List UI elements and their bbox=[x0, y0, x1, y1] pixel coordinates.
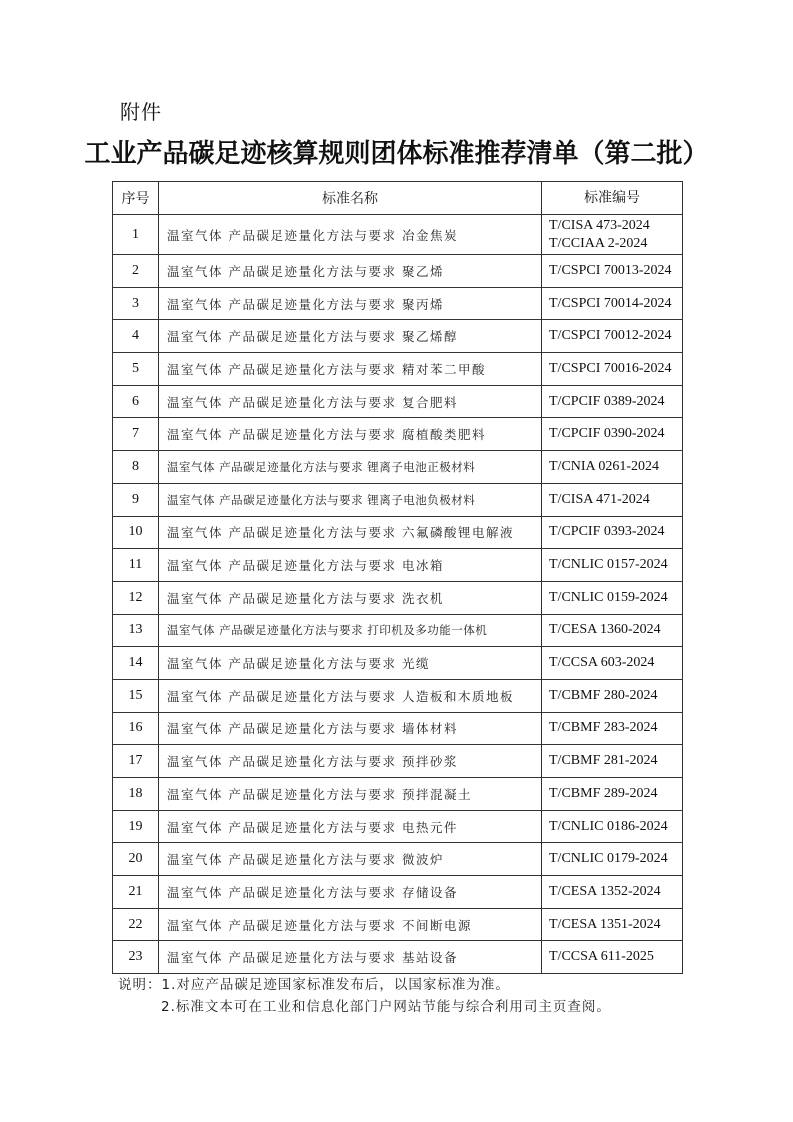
serial-number: 10 bbox=[113, 516, 159, 549]
standard-name: 温室气体 产品碳足迹量化方法与要求 墙体材料 bbox=[159, 712, 542, 745]
standard-code: T/CNLIC 0159-2024 bbox=[549, 589, 668, 605]
table-row bbox=[113, 255, 683, 288]
standard-name: 温室气体 产品碳足迹量化方法与要求 复合肥料 bbox=[159, 385, 542, 418]
serial-number: 7 bbox=[113, 418, 159, 451]
standard-code: T/CNLIC 0179-2024 bbox=[549, 851, 668, 867]
standard-code: T/CPCIF 0393-2024 bbox=[549, 524, 665, 540]
table-row bbox=[113, 843, 683, 876]
standard-code-cell bbox=[542, 451, 683, 484]
serial-number: 23 bbox=[113, 941, 159, 974]
standard-code-cell bbox=[542, 876, 683, 909]
serial-number: 22 bbox=[113, 908, 159, 941]
serial-number: 13 bbox=[113, 614, 159, 647]
standard-code: T/CBMF 281-2024 bbox=[549, 753, 658, 769]
standard-name: 温室气体 产品碳足迹量化方法与要求 锂离子电池正极材料 bbox=[159, 451, 542, 484]
serial-number: 9 bbox=[113, 483, 159, 516]
standard-code: T/CSPCI 70016-2024 bbox=[549, 360, 672, 376]
standard-code: T/CESA 1352-2024 bbox=[549, 883, 661, 899]
header-standard-code: 标准编号 bbox=[542, 182, 683, 215]
standard-name: 温室气体 产品碳足迹量化方法与要求 微波炉 bbox=[159, 843, 542, 876]
standard-name: 温室气体 产品碳足迹量化方法与要求 冶金焦炭 bbox=[159, 215, 542, 255]
standard-code: T/CISA 471-2024 bbox=[549, 491, 650, 507]
table-row bbox=[113, 778, 683, 811]
standard-code: T/CPCIF 0390-2024 bbox=[549, 426, 665, 442]
standard-code-cell bbox=[542, 581, 683, 614]
standard-name: 温室气体 产品碳足迹量化方法与要求 电热元件 bbox=[159, 810, 542, 843]
standard-code-secondary: T/CCIAA 2-2024 bbox=[549, 235, 648, 251]
standard-code-cell bbox=[542, 810, 683, 843]
standard-code: T/CNIA 0261-2024 bbox=[549, 458, 660, 474]
table-row bbox=[113, 647, 683, 680]
serial-number: 11 bbox=[113, 549, 159, 582]
standard-code: T/CBMF 289-2024 bbox=[549, 785, 658, 801]
table-row bbox=[113, 941, 683, 974]
table-row bbox=[113, 614, 683, 647]
serial-number: 4 bbox=[113, 320, 159, 353]
table-row bbox=[113, 908, 683, 941]
note-item-1: 1.对应产品碳足迹国家标准发布后，以国家标准为准。 bbox=[161, 977, 510, 993]
standard-code: T/CCSA 603-2024 bbox=[549, 655, 655, 671]
table-row bbox=[113, 418, 683, 451]
attachment-label: 附件 bbox=[120, 100, 162, 124]
standard-code: T/CBMF 280-2024 bbox=[549, 687, 658, 703]
standard-code-cell bbox=[542, 843, 683, 876]
serial-number: 8 bbox=[113, 451, 159, 484]
standard-name: 温室气体 产品碳足迹量化方法与要求 存储设备 bbox=[159, 876, 542, 909]
notes bbox=[118, 974, 611, 1018]
serial-number: 17 bbox=[113, 745, 159, 778]
standard-name: 温室气体 产品碳足迹量化方法与要求 腐植酸类肥料 bbox=[159, 418, 542, 451]
standard-name: 温室气体 产品碳足迹量化方法与要求 聚乙烯醇 bbox=[159, 320, 542, 353]
table-row bbox=[113, 810, 683, 843]
standard-name: 温室气体 产品碳足迹量化方法与要求 精对苯二甲酸 bbox=[159, 353, 542, 386]
table-row bbox=[113, 679, 683, 712]
standard-code-cell bbox=[542, 516, 683, 549]
table-row bbox=[113, 353, 683, 386]
standard-name: 温室气体 产品碳足迹量化方法与要求 洗衣机 bbox=[159, 581, 542, 614]
standard-name: 温室气体 产品碳足迹量化方法与要求 不间断电源 bbox=[159, 908, 542, 941]
table-row bbox=[113, 385, 683, 418]
header-standard-name: 标准名称 bbox=[159, 182, 542, 215]
table-row bbox=[113, 287, 683, 320]
standard-name: 温室气体 产品碳足迹量化方法与要求 电冰箱 bbox=[159, 549, 542, 582]
standard-code-cell bbox=[542, 385, 683, 418]
standard-code-cell bbox=[542, 483, 683, 516]
serial-number: 14 bbox=[113, 647, 159, 680]
document-title: 工业产品碳足迹核算规则团体标准推荐清单（第二批） bbox=[84, 139, 709, 169]
serial-number: 16 bbox=[113, 712, 159, 745]
standard-name: 温室气体 产品碳足迹量化方法与要求 六氟磷酸锂电解液 bbox=[159, 516, 542, 549]
table-row bbox=[113, 876, 683, 909]
table-row bbox=[113, 320, 683, 353]
table-row bbox=[113, 549, 683, 582]
notes-label: 说明： bbox=[118, 977, 162, 993]
standard-code-cell bbox=[542, 647, 683, 680]
standard-code: T/CESA 1351-2024 bbox=[549, 916, 661, 932]
standard-code-cell bbox=[542, 255, 683, 288]
standard-name: 温室气体 产品碳足迹量化方法与要求 基站设备 bbox=[159, 941, 542, 974]
note-line-1 bbox=[118, 974, 611, 996]
standard-name: 温室气体 产品碳足迹量化方法与要求 预拌砂浆 bbox=[159, 745, 542, 778]
table-row bbox=[113, 451, 683, 484]
standard-code: T/CSPCI 70014-2024 bbox=[549, 295, 672, 311]
standard-code-cell bbox=[542, 287, 683, 320]
standard-code-cell bbox=[542, 549, 683, 582]
standard-code-cell bbox=[542, 614, 683, 647]
standard-code: T/CPCIF 0389-2024 bbox=[549, 393, 665, 409]
standard-code: T/CSPCI 70013-2024 bbox=[549, 262, 672, 278]
table-row bbox=[113, 581, 683, 614]
standard-code-cell bbox=[542, 215, 683, 255]
standard-code: T/CSPCI 70012-2024 bbox=[549, 328, 672, 344]
standard-name: 温室气体 产品碳足迹量化方法与要求 预拌混凝土 bbox=[159, 778, 542, 811]
standard-name: 温室气体 产品碳足迹量化方法与要求 人造板和木质地板 bbox=[159, 679, 542, 712]
serial-number: 5 bbox=[113, 353, 159, 386]
serial-number: 15 bbox=[113, 679, 159, 712]
table-row bbox=[113, 712, 683, 745]
standards-table bbox=[112, 181, 683, 974]
standard-code: T/CISA 473-2024 bbox=[549, 217, 650, 233]
serial-number: 20 bbox=[113, 843, 159, 876]
standard-name: 温室气体 产品碳足迹量化方法与要求 聚丙烯 bbox=[159, 287, 542, 320]
standard-code: T/CBMF 283-2024 bbox=[549, 720, 658, 736]
standard-code: T/CESA 1360-2024 bbox=[549, 622, 661, 638]
standard-code-cell bbox=[542, 712, 683, 745]
standard-code: T/CNLIC 0186-2024 bbox=[549, 818, 668, 834]
standard-code-cell bbox=[542, 941, 683, 974]
serial-number: 3 bbox=[113, 287, 159, 320]
serial-number: 18 bbox=[113, 778, 159, 811]
standard-code-cell bbox=[542, 908, 683, 941]
serial-number: 2 bbox=[113, 255, 159, 288]
header-serial-number: 序号 bbox=[113, 182, 159, 215]
standard-code-cell bbox=[542, 778, 683, 811]
serial-number: 19 bbox=[113, 810, 159, 843]
standard-code: T/CNLIC 0157-2024 bbox=[549, 557, 668, 573]
table-row bbox=[113, 516, 683, 549]
table-row bbox=[113, 483, 683, 516]
table-header-row bbox=[113, 182, 683, 215]
table-row bbox=[113, 215, 683, 255]
serial-number: 1 bbox=[113, 215, 159, 255]
note-item-2: 2.标准文本可在工业和信息化部门户网站节能与综合利用司主页查阅。 bbox=[161, 999, 611, 1015]
standard-name: 温室气体 产品碳足迹量化方法与要求 光缆 bbox=[159, 647, 542, 680]
standard-code-cell bbox=[542, 745, 683, 778]
standard-name: 温室气体 产品碳足迹量化方法与要求 打印机及多功能一体机 bbox=[159, 614, 542, 647]
table-row bbox=[113, 745, 683, 778]
standard-code-cell bbox=[542, 320, 683, 353]
standard-code-cell bbox=[542, 679, 683, 712]
standard-code-cell bbox=[542, 418, 683, 451]
serial-number: 6 bbox=[113, 385, 159, 418]
serial-number: 12 bbox=[113, 581, 159, 614]
standard-name: 温室气体 产品碳足迹量化方法与要求 锂离子电池负极材料 bbox=[159, 483, 542, 516]
standard-code: T/CCSA 611-2025 bbox=[549, 949, 654, 965]
standard-name: 温室气体 产品碳足迹量化方法与要求 聚乙烯 bbox=[159, 255, 542, 288]
serial-number: 21 bbox=[113, 876, 159, 909]
standard-code-cell bbox=[542, 353, 683, 386]
